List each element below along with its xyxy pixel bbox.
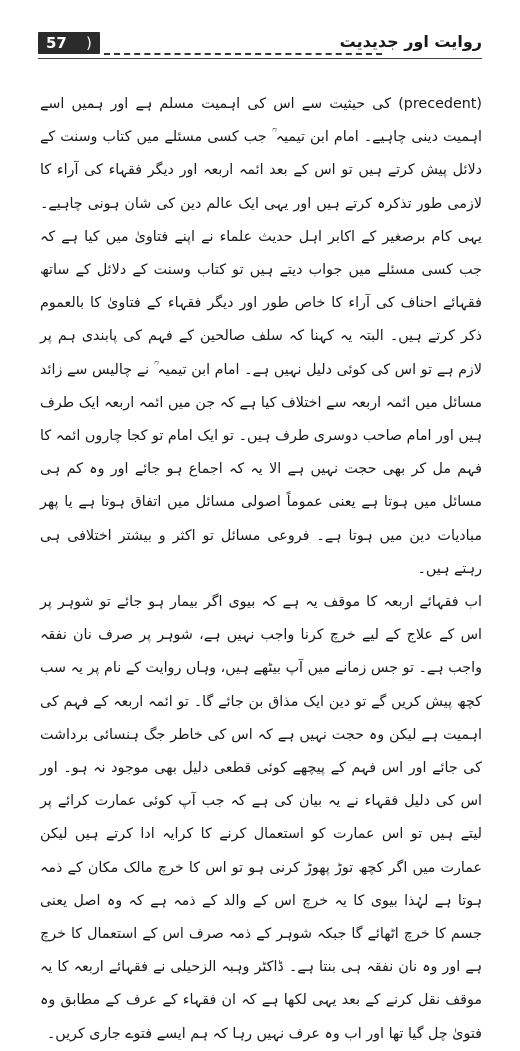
page-number-bracket: )	[86, 34, 92, 52]
paragraph-2	[40, 586, 482, 1051]
paragraph-2-text: اب فقہائے اربعہ کا موقف یہ ہے کہ بیوی اگر بیمار ہو جائے تو شوہر پر اس کے علاج کے لیے خرچ کرنا واجب نہیں ہے، شوہر پر صرف نان نفقہ واجب ہے۔ تو جس زمانے میں آپ بیٹھے ہیں، وہاں روایت کے نام پر یہ سب کچھ پیش کریں گے تو دین ایک مذاق بن جائے گا۔ تو ائمہ اربعہ کے فہم کی اہمیت ہے لیکن وہ حجت نہیں ہے کہ اس کی خاطر جگ ہنسائی برداشت کی جائے اور اس فہم کے پیچھے کوئی قطعی دلیل بھی موجود نہ ہو۔ اور اس کی دلیل فقہاء نے یہ بیان کی ہے کہ جب آپ کوئی عمارت کرائے پر لیتے ہیں تو اس عمارت کو استعمال کرنے کا کرایہ ادا کرتے ہیں لیکن عمارت میں اگر کچھ توڑ پھوڑ کرنی ہو تو اس کا خرچ مالک مکان کے ذمہ ہوتا ہے لہٰذا بیوی کا یہ خرچ اس کے والد کے ذمہ ہے کہ وہ اصل یعنی جسم کا خرچ اٹھائے گا جبکہ شوہر کے ذمہ صرف اس کے استعمال کا خرچ ہے اور وہ نان نفقہ ہی بنتا ہے۔ ڈاکٹر وہبہ الزحیلی نے فقہائے اربعہ کا یہ موقف نقل کرنے کے بعد یہی لکھا ہے کہ ان فقہاء کے عرف کے مطابق وہ فتویٰ چل گیا تھا اور اب وہ عرف نہیں رہا کہ ہم ایسے فتوے جاری کریں۔	[40, 594, 482, 1042]
header-dashed-rule	[104, 53, 382, 55]
paragraph-1-text: کی حیثیت سے اس کی اہمیت مسلم ہے اور ہمیں اسے اہمیت دینی چاہیے۔ امام ابن تیمیہ ؒ جب کسی مسئلے میں کتاب وسنت کے دلائل پیش کرتے ہیں تو اس کے بعد ائمہ اربعہ اور دیگر فقہاء کی آراء کا لازمی طور تذکرہ کرتے ہیں اور یہی ایک عالم دین کی شان ہونی چاہیے۔ یہی کام برصغیر کے اکابر اہل حدیث علماء نے اپنے فتاویٰ میں کیا ہے کہ جب کسی مسئلے میں جواب دیتے ہیں تو کتاب وسنت کے دلائل کے ساتھ فقہائے احناف کی آراء کا خاص طور اور دیگر فقہاء کے فتاویٰ کا بالعموم ذکر کرتے ہیں۔ البتہ یہ کہنا کہ سلف صالحین کے فہم کی پابندی ہم پر لازم ہے تو اس کی کوئی دلیل نہیں ہے۔ امام ابن تیمیہ ؒ نے چالیس سے زائد مسائل میں ائمہ اربعہ سے اختلاف کیا ہے کہ جن میں ائمہ اربعہ ایک طرف ہیں اور امام صاحب دوسری طرف ہیں۔ تو ایک امام تو کجا چاروں ائمہ کا فہم مل کر بھی حجت نہیں ہے الا یہ کہ اجماع ہو جائے اور وہ کم ہی مسائل میں ہوتا ہے یعنی عموماً اصولی مسائل میں اتفاق ہوتا ہے یا پھر مبادیات دین میں ہوتا ہے۔ فروعی مسائل تو اکثر و بیشتر اختلافی ہی رہتے ہیں۔	[40, 96, 482, 577]
page-number: 57	[38, 32, 100, 54]
paragraph-1-lead-term: (precedent)	[398, 96, 482, 112]
running-title: روایت اور جدیدیت	[339, 32, 482, 51]
page-header	[0, 0, 520, 70]
paragraph-1	[40, 88, 482, 586]
body-text	[40, 88, 482, 1051]
header-rule	[38, 58, 482, 59]
